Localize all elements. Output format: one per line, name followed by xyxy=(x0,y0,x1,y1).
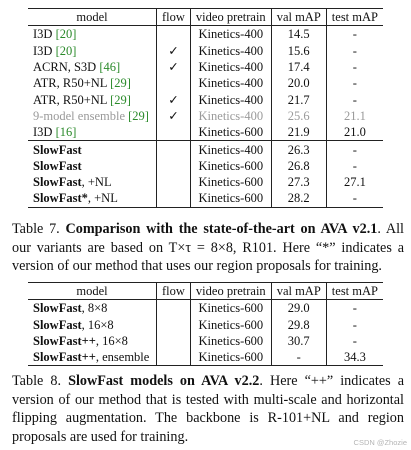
pretrain-cell: Kinetics-400 xyxy=(190,26,271,43)
table-row xyxy=(28,190,383,207)
col-val-map: val mAP xyxy=(271,283,326,300)
citation: [46] xyxy=(99,60,121,75)
model-name: I3D xyxy=(33,43,53,58)
pretrain-cell: Kinetics-600 xyxy=(190,333,271,349)
pretrain-cell: Kinetics-400 xyxy=(190,75,271,91)
table-row xyxy=(28,158,383,174)
val-cell: 26.3 xyxy=(271,141,326,158)
test-cell: - xyxy=(326,75,383,91)
table-8-caption xyxy=(12,372,404,446)
model-name: I3D xyxy=(33,125,53,140)
caption-title: Comparison with the state-of-the-art on AVA v2.1 xyxy=(65,221,378,237)
model-suffix: , +NL xyxy=(87,191,118,206)
flow-cell xyxy=(157,317,191,333)
test-cell: - xyxy=(326,333,383,349)
test-cell: - xyxy=(326,317,383,333)
val-cell: - xyxy=(271,349,326,366)
flow-check-icon: ✓ xyxy=(157,43,191,59)
table-row xyxy=(28,174,383,190)
model-name: SlowFast xyxy=(33,301,82,316)
table-row xyxy=(28,300,383,317)
table-row xyxy=(28,141,383,158)
table-7-caption xyxy=(12,220,404,276)
val-cell: 29.0 xyxy=(271,300,326,317)
pretrain-cell: Kinetics-400 xyxy=(190,43,271,59)
table-row xyxy=(28,91,383,107)
col-model: model xyxy=(28,9,157,26)
col-flow: flow xyxy=(157,9,191,26)
model-name: 9-model ensemble xyxy=(33,108,125,123)
citation: [29] xyxy=(128,108,149,123)
test-cell-best: 34.3 xyxy=(326,349,383,366)
model-suffix: , 16×8 xyxy=(95,334,128,349)
table-row xyxy=(28,59,383,75)
flow-cell xyxy=(157,26,191,43)
val-cell: 20.0 xyxy=(271,75,326,91)
test-cell: - xyxy=(326,190,383,207)
model-name: SlowFast* xyxy=(33,191,88,206)
pretrain-cell: Kinetics-400 xyxy=(190,59,271,75)
citation: [20] xyxy=(55,43,77,58)
val-cell-best: 28.2 xyxy=(271,190,326,207)
table-row xyxy=(28,349,383,366)
model-name: ATR, R50+NL xyxy=(33,76,107,91)
table-row xyxy=(28,333,383,349)
test-cell: 21.1 xyxy=(326,108,383,124)
pretrain-cell: Kinetics-600 xyxy=(190,158,271,174)
test-cell: - xyxy=(326,43,383,59)
caption-label: Table 7. xyxy=(12,221,60,237)
val-cell-best: 30.7 xyxy=(271,333,326,349)
model-name: SlowFast++ xyxy=(33,334,96,349)
model-name: ACRN, S3D xyxy=(33,60,97,75)
val-cell: 27.3 xyxy=(271,174,326,190)
val-cell: 25.6 xyxy=(271,108,326,124)
val-cell: 21.7 xyxy=(271,91,326,107)
test-cell: - xyxy=(326,300,383,317)
col-test-map: test mAP xyxy=(326,9,383,26)
flow-check-icon: ✓ xyxy=(157,59,191,75)
citation: [20] xyxy=(55,27,77,42)
val-cell: 26.8 xyxy=(271,158,326,174)
col-flow: flow xyxy=(157,283,191,300)
test-cell: - xyxy=(326,141,383,158)
model-suffix: , ensemble xyxy=(95,350,150,365)
col-model: model xyxy=(28,283,157,300)
val-cell: 21.9 xyxy=(271,124,326,141)
flow-cell xyxy=(157,141,191,158)
table-header xyxy=(28,283,383,300)
pretrain-cell: Kinetics-600 xyxy=(190,124,271,141)
table-8 xyxy=(28,282,383,366)
val-cell: 14.5 xyxy=(271,26,326,43)
table-row xyxy=(28,75,383,91)
flow-check-icon: ✓ xyxy=(157,91,191,107)
flow-cell xyxy=(157,75,191,91)
flow-cell xyxy=(157,300,191,317)
flow-check-icon: ✓ xyxy=(157,108,191,124)
model-name: SlowFast xyxy=(33,142,82,157)
flow-cell xyxy=(157,124,191,141)
flow-cell xyxy=(157,174,191,190)
val-cell: 15.6 xyxy=(271,43,326,59)
val-cell: 29.8 xyxy=(271,317,326,333)
pretrain-cell: Kinetics-600 xyxy=(190,349,271,366)
col-test-map: test mAP xyxy=(326,283,383,300)
table-row xyxy=(28,26,383,43)
flow-cell xyxy=(157,190,191,207)
caption-text: . All our variants are based on T×τ = 8×8, R101. Here “*” indicates a version of our method that uses our region proposals for training. xyxy=(12,221,404,275)
pretrain-cell: Kinetics-600 xyxy=(190,190,271,207)
pretrain-cell: Kinetics-600 xyxy=(190,300,271,317)
col-video-pretrain: video pretrain xyxy=(190,283,271,300)
citation: [29] xyxy=(110,92,131,107)
col-val-map: val mAP xyxy=(271,9,326,26)
test-cell: 21.0 xyxy=(326,124,383,141)
caption-label: Table 8. xyxy=(12,373,61,389)
flow-cell xyxy=(157,333,191,349)
col-video-pretrain: video pretrain xyxy=(190,9,271,26)
pretrain-cell: Kinetics-600 xyxy=(190,174,271,190)
citation: [29] xyxy=(110,76,131,91)
pretrain-cell: Kinetics-400 xyxy=(190,141,271,158)
table-7 xyxy=(28,8,383,208)
table-header xyxy=(28,9,383,26)
pretrain-cell: Kinetics-400 xyxy=(190,91,271,107)
citation: [16] xyxy=(55,125,77,140)
model-name: SlowFast xyxy=(33,175,82,190)
flow-cell xyxy=(157,158,191,174)
test-cell: - xyxy=(326,91,383,107)
caption-title: SlowFast models on AVA v2.2 xyxy=(68,373,260,389)
pretrain-cell: Kinetics-600 xyxy=(190,317,271,333)
flow-cell xyxy=(157,349,191,366)
model-suffix: , +NL xyxy=(81,175,112,190)
model-name: I3D xyxy=(33,27,53,42)
model-name: ATR, R50+NL xyxy=(33,92,107,107)
test-cell-best: 27.1 xyxy=(326,174,383,190)
model-suffix: , 8×8 xyxy=(81,301,108,316)
model-suffix: , 16×8 xyxy=(81,317,114,332)
table-row xyxy=(28,108,383,124)
model-name: SlowFast xyxy=(33,158,82,173)
test-cell: - xyxy=(326,158,383,174)
model-name: SlowFast xyxy=(33,317,82,332)
val-cell: 17.4 xyxy=(271,59,326,75)
caption-text: . Here “++” indicates a version of our method that is tested with multi-scale and horizontal flipping augmentation. The backbone is R-101+NL and region proposals are used for training. xyxy=(12,373,404,445)
pretrain-cell: Kinetics-400 xyxy=(190,108,271,124)
model-name: SlowFast++ xyxy=(33,350,96,365)
watermark: CSDN @Zhozie xyxy=(353,438,407,447)
table-row xyxy=(28,317,383,333)
table-row xyxy=(28,43,383,59)
table-row xyxy=(28,124,383,141)
test-cell: - xyxy=(326,59,383,75)
test-cell: - xyxy=(326,26,383,43)
